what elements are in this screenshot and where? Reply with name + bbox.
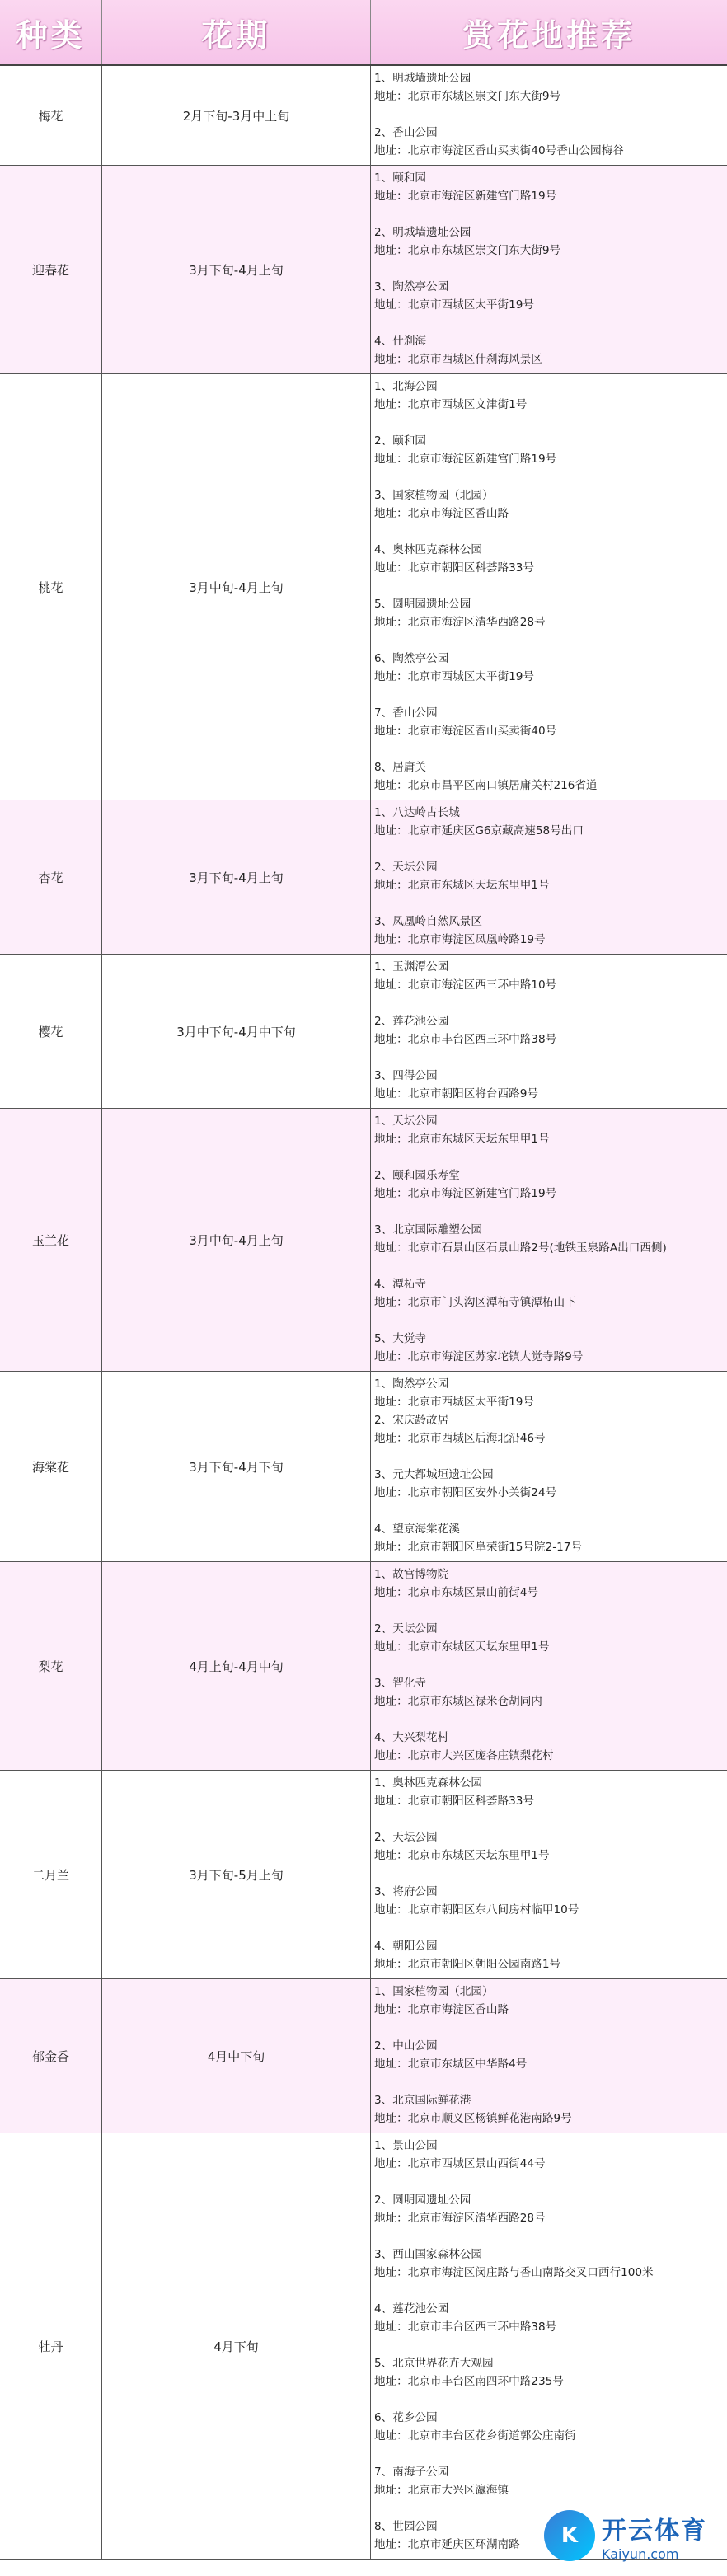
spot-address: 地址：北京市朝阳区朝阳公园南路1号: [374, 1958, 561, 1971]
flower-name: 桃花: [0, 374, 102, 800]
spot-address: 地址：北京市海淀区新建宫门路19号: [374, 1187, 557, 1200]
table-row: [0, 2133, 727, 2560]
flower-name: 二月兰: [0, 1771, 102, 1978]
spot-name: 2、宋庆龄故居: [374, 1414, 449, 1427]
spot-address: 地址：北京市东城区崇文门东大街9号: [374, 90, 561, 103]
list-item: [374, 1166, 724, 1203]
table-row: [0, 955, 727, 1109]
spot-name: 5、大觉寺: [374, 1332, 427, 1345]
list-item: [374, 2300, 724, 2336]
spot-address: 地址：北京市朝阳区将台西路9号: [374, 1087, 538, 1100]
list-item: [374, 486, 724, 523]
list-item: [374, 958, 724, 994]
list-item: [374, 2463, 724, 2499]
spot-name: 4、大兴梨花村: [374, 1731, 449, 1744]
table-header: [0, 0, 727, 66]
list-item: [374, 858, 724, 894]
spot-name: 1、八达岭古长城: [374, 806, 460, 819]
spot-address: 地址：北京市西城区景山西街44号: [374, 2157, 546, 2170]
table-row: [0, 1109, 727, 1372]
spot-name: 3、国家植物园（北园）: [374, 489, 494, 502]
spot-address: 地址：北京市大兴区瀛海镇: [374, 2484, 509, 2497]
header-period: 花期: [102, 0, 371, 64]
spot-name: 3、陶然亭公园: [374, 280, 449, 293]
spot-address: 地址：北京市西城区后海北沿46号: [374, 1432, 546, 1445]
spot-name: 3、将府公园: [374, 1885, 438, 1898]
spot-address: 地址：北京市门头沟区潭柘寺镇潭柘山下: [374, 1296, 576, 1309]
spot-address: 地址：北京市海淀区香山路: [374, 507, 509, 520]
spot-address: 地址：北京市丰台区花乡街道郭公庄南街: [374, 2429, 576, 2442]
list-item: [374, 124, 724, 160]
list-item: [374, 1375, 724, 1411]
table-row: [0, 66, 727, 166]
spot-address: 地址：北京市东城区中华路4号: [374, 2058, 528, 2071]
spot-address: 地址：北京市朝阳区安外小关街24号: [374, 1486, 557, 1499]
bloom-period: 4月上旬-4月中旬: [102, 1562, 371, 1770]
flower-name: 郁金香: [0, 1979, 102, 2133]
spot-name: 8、世园公园: [374, 2520, 438, 2533]
list-item: [374, 278, 724, 314]
list-item: [374, 650, 724, 686]
spot-address: 地址：北京市东城区天坛东里甲1号: [374, 1640, 550, 1654]
spot-address: 地址：北京市东城区天坛东里甲1号: [374, 1849, 550, 1862]
spot-name: 8、居庸关: [374, 761, 427, 774]
list-item: [374, 2191, 724, 2227]
spot-address: 地址：北京市朝阳区东八间房村临甲10号: [374, 1903, 579, 1917]
spot-name: 3、北京国际雕塑公园: [374, 1223, 482, 1236]
list-item: [374, 595, 724, 631]
table-row: [0, 1979, 727, 2133]
spot-address: 地址：北京市海淀区香山路: [374, 2003, 509, 2016]
list-item: [374, 541, 724, 577]
spot-name: 4、莲花池公园: [374, 2302, 449, 2316]
spot-address: 地址：北京市海淀区苏家坨镇大觉寺路9号: [374, 1350, 584, 1363]
spot-list: [371, 1979, 727, 2133]
spot-list: [371, 1372, 727, 1561]
spot-address: 地址：北京市西城区什刹海风景区: [374, 353, 542, 366]
spot-name: 1、景山公园: [374, 2139, 438, 2152]
list-item: [374, 1883, 724, 1919]
spot-address: 地址：北京市海淀区香山买卖街40号香山公园梅谷: [374, 144, 624, 157]
list-item: [374, 804, 724, 840]
list-item: [374, 2037, 724, 2073]
list-item: [374, 378, 724, 414]
watermark: [544, 2506, 717, 2565]
table-row: [0, 166, 727, 374]
spot-name: 1、玉渊潭公园: [374, 960, 449, 974]
spot-name: 3、智化寺: [374, 1677, 427, 1690]
spot-name: 2、明城墙遗址公园: [374, 226, 471, 239]
flower-name: 梅花: [0, 66, 102, 165]
spot-name: 2、莲花池公园: [374, 1015, 449, 1028]
spot-address: 地址：北京市西城区文津街1号: [374, 398, 528, 411]
spot-address: 地址：北京市东城区禄米仓胡同内: [374, 1695, 542, 1708]
spot-name: 3、北京国际鲜花港: [374, 2094, 471, 2107]
list-item: [374, 2354, 724, 2391]
spot-address: 地址：北京市海淀区香山买卖街40号: [374, 725, 557, 738]
spot-name: 3、元大都城垣遗址公园: [374, 1468, 494, 1481]
spot-address: 地址：北京市昌平区南口镇居庸关村216省道: [374, 779, 598, 792]
spot-list: [371, 800, 727, 954]
list-item: [374, 1112, 724, 1148]
spot-list: [371, 1562, 727, 1770]
spot-address: 地址：北京市东城区天坛东里甲1号: [374, 1133, 550, 1146]
spot-address: 地址：北京市石景山区石景山路2号(地铁玉泉路A出口西侧): [374, 1241, 667, 1255]
spot-address: 地址：北京市延庆区环湖南路: [374, 2538, 520, 2551]
spot-address: 地址：北京市海淀区闵庄路与香山南路交叉口西行100米: [374, 2266, 654, 2279]
spot-address: 地址：北京市顺义区杨镇鲜花港南路9号: [374, 2112, 572, 2125]
bloom-period: 3月中旬-4月上旬: [102, 1109, 371, 1371]
table-row: [0, 1372, 727, 1562]
list-item: [374, 1466, 724, 1502]
spot-address: 地址：北京市丰台区西三环中路38号: [374, 1033, 557, 1046]
watermark-logo: K: [544, 2510, 595, 2561]
list-item: [374, 1729, 724, 1765]
list-item: [374, 223, 724, 260]
bloom-period: 3月中旬-4月上旬: [102, 374, 371, 800]
spot-address: 地址：北京市海淀区清华西路28号: [374, 616, 546, 629]
spot-name: 3、凤凰岭自然风景区: [374, 915, 482, 928]
spot-name: 1、天坛公园: [374, 1114, 438, 1128]
spot-name: 2、天坛公园: [374, 1622, 438, 1635]
spot-name: 2、中山公园: [374, 2039, 438, 2053]
bloom-period: 3月下旬-4月上旬: [102, 166, 371, 373]
list-item: [374, 1982, 724, 2019]
bloom-period: 4月下旬: [102, 2133, 371, 2559]
list-item: [374, 1221, 724, 1257]
list-item: [374, 169, 724, 205]
list-item: [374, 1937, 724, 1973]
spot-list: [371, 1771, 727, 1978]
spot-name: 2、颐和园乐寿堂: [374, 1169, 460, 1182]
spot-address: 地址：北京市西城区太平街19号: [374, 670, 535, 683]
spot-name: 3、四得公园: [374, 1069, 438, 1082]
list-item: [374, 1520, 724, 1556]
list-item: [374, 1774, 724, 1810]
flower-name: 樱花: [0, 955, 102, 1108]
bloom-period: 3月下旬-4月下旬: [102, 1372, 371, 1561]
table-body: [0, 66, 727, 2560]
list-item: [374, 332, 724, 368]
list-item: [374, 758, 724, 795]
spot-address: 地址：北京市朝阳区科荟路33号: [374, 1795, 535, 1808]
spot-name: 1、颐和园: [374, 171, 427, 185]
spot-name: 5、北京世界花卉大观园: [374, 2357, 494, 2370]
table-row: [0, 1771, 727, 1979]
spot-name: 5、圆明园遗址公园: [374, 598, 471, 611]
header-spots: 赏花地推荐: [462, 16, 636, 54]
list-item: [374, 1565, 724, 1602]
spot-address: 地址：北京市东城区天坛东里甲1号: [374, 879, 550, 892]
list-item: [374, 1330, 724, 1366]
spot-list: [371, 166, 727, 373]
bloom-period: 3月下旬-4月上旬: [102, 800, 371, 954]
bloom-period: 3月下旬-5月上旬: [102, 1771, 371, 1978]
spot-name: 1、明城墙遗址公园: [374, 72, 471, 85]
spot-name: 1、故宫博物院: [374, 1568, 449, 1581]
spot-name: 4、什刹海: [374, 335, 427, 348]
spot-address: 地址：北京市西城区太平街19号: [374, 1396, 535, 1409]
spot-name: 1、陶然亭公园: [374, 1377, 449, 1391]
list-item: [374, 432, 724, 468]
spot-address: 地址：北京市东城区崇文门东大街9号: [374, 244, 561, 257]
spot-address: 地址：北京市丰台区西三环中路38号: [374, 2320, 557, 2334]
bloom-period: 2月下旬-3月中上旬: [102, 66, 371, 165]
spot-name: 1、北海公园: [374, 380, 438, 393]
flower-name: 牡丹: [0, 2133, 102, 2559]
list-item: [374, 2245, 724, 2282]
flower-name: 梨花: [0, 1562, 102, 1770]
spot-address: 地址：北京市海淀区西三环中路10号: [374, 978, 557, 992]
bloom-period: 3月中下旬-4月中下旬: [102, 955, 371, 1108]
spot-address: 地址：北京市朝阳区阜荣街15号院2-17号: [374, 1541, 583, 1554]
spot-name: 4、望京海棠花溪: [374, 1523, 460, 1536]
spot-name: 2、天坛公园: [374, 1831, 438, 1844]
spot-address: 地址：北京市海淀区清华西路28号: [374, 2212, 546, 2225]
spot-name: 6、陶然亭公园: [374, 652, 449, 665]
flower-name: 玉兰花: [0, 1109, 102, 1371]
spot-name: 7、香山公园: [374, 706, 438, 720]
table-row: [0, 1562, 727, 1771]
spot-name: 2、天坛公园: [374, 861, 438, 874]
watermark-text: 开云体育: [602, 2516, 707, 2546]
list-item: [374, 1275, 724, 1311]
list-item: [374, 2091, 724, 2128]
spot-address: 地址：北京市海淀区新建宫门路19号: [374, 453, 557, 466]
bloom-period: 4月中下旬: [102, 1979, 371, 2133]
spot-list: [371, 66, 727, 165]
table-row: [0, 374, 727, 800]
list-item: [374, 1067, 724, 1103]
list-item: [374, 69, 724, 106]
spot-address: 地址：北京市丰台区南四环中路235号: [374, 2375, 564, 2388]
spot-name: 3、西山国家森林公园: [374, 2248, 482, 2261]
list-item: [374, 1012, 724, 1049]
watermark-domain: Kaiyun.com: [602, 2546, 679, 2562]
list-item: [374, 1620, 724, 1656]
flower-name: 杏花: [0, 800, 102, 954]
list-item: [374, 1411, 724, 1448]
spot-name: 1、国家植物园（北园）: [374, 1985, 494, 1998]
spot-name: 6、花乡公园: [374, 2411, 438, 2424]
spot-address: 地址：北京市朝阳区科荟路33号: [374, 561, 535, 575]
list-item: [374, 704, 724, 740]
spot-name: 7、南海子公园: [374, 2466, 449, 2479]
spot-name: 4、潭柘寺: [374, 1278, 427, 1291]
spot-address: 地址：北京市大兴区庞各庄镇梨花村: [374, 1749, 554, 1762]
list-item: [374, 1674, 724, 1710]
list-item: [374, 2409, 724, 2445]
spot-name: 4、奥林匹克森林公园: [374, 543, 482, 556]
list-item: [374, 2137, 724, 2173]
spot-name: 2、圆明园遗址公园: [374, 2194, 471, 2207]
spot-name: 2、香山公园: [374, 126, 438, 139]
table-row: [0, 800, 727, 955]
list-item: [374, 913, 724, 949]
header-type: 种类: [0, 0, 102, 64]
flower-name: 迎春花: [0, 166, 102, 373]
spot-name: 2、颐和园: [374, 434, 427, 448]
spot-address: 地址：北京市海淀区新建宫门路19号: [374, 190, 557, 203]
flower-name: 海棠花: [0, 1372, 102, 1561]
spot-address: 地址：北京市延庆区G6京藏高速58号出口: [374, 824, 584, 838]
list-item: [374, 1828, 724, 1865]
spot-list: [371, 955, 727, 1108]
spot-list: [371, 1109, 727, 1371]
spot-address: 地址：北京市东城区景山前街4号: [374, 1586, 538, 1599]
spot-address: 地址：北京市海淀区凤凰岭路19号: [374, 933, 546, 946]
spot-address: 地址：北京市西城区太平街19号: [374, 298, 535, 312]
spot-name: 1、奥林匹克森林公园: [374, 1776, 482, 1790]
spot-list: [371, 374, 727, 800]
spot-name: 4、朝阳公园: [374, 1940, 438, 1953]
spot-list: [371, 2133, 727, 2559]
